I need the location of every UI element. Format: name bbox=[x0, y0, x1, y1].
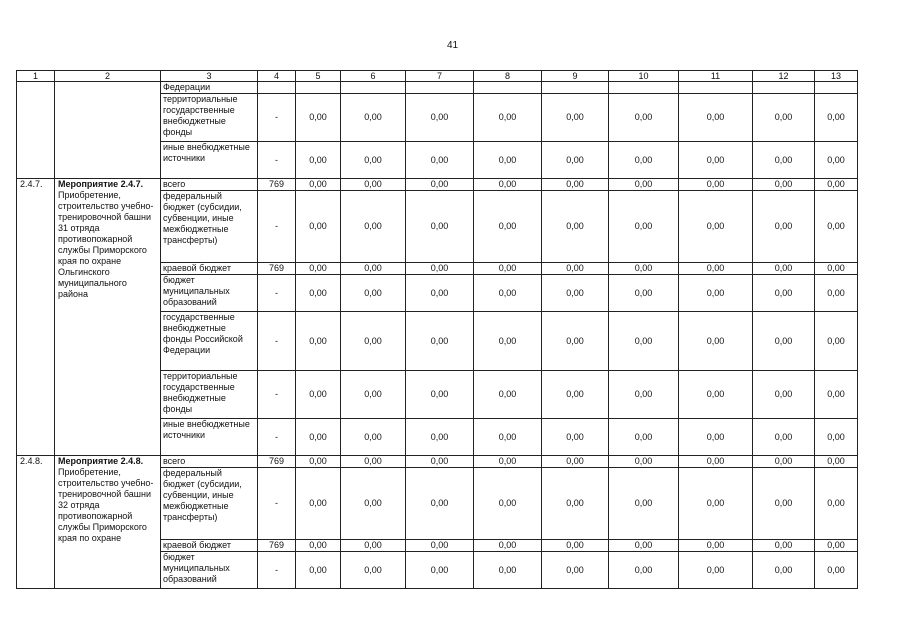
value-cell: 0,00 bbox=[753, 312, 815, 371]
value-cell: 0,00 bbox=[815, 142, 858, 179]
value-cell: 0,00 bbox=[406, 263, 474, 275]
value-cell: 0,00 bbox=[341, 263, 406, 275]
value-cell: 0,00 bbox=[815, 468, 858, 540]
col-header: 8 bbox=[474, 71, 542, 82]
col-header: 5 bbox=[296, 71, 341, 82]
value-cell: 0,00 bbox=[815, 419, 858, 456]
value-cell: 0,00 bbox=[474, 142, 542, 179]
value-cell: 0,00 bbox=[296, 371, 341, 419]
code-cell: - bbox=[258, 275, 296, 312]
value-cell: 0,00 bbox=[296, 540, 341, 552]
value-cell: 0,00 bbox=[341, 142, 406, 179]
code-cell: 769 bbox=[258, 263, 296, 275]
value-cell: 0,00 bbox=[679, 468, 753, 540]
col-header: 7 bbox=[406, 71, 474, 82]
value-cell: 0,00 bbox=[341, 191, 406, 263]
code-cell: - bbox=[258, 142, 296, 179]
value-cell: 0,00 bbox=[815, 94, 858, 142]
value-cell: 0,00 bbox=[296, 142, 341, 179]
value-cell: 0,00 bbox=[609, 191, 679, 263]
value-cell: 0,00 bbox=[474, 263, 542, 275]
value-cell: 0,00 bbox=[815, 191, 858, 263]
value-cell: 0,00 bbox=[296, 552, 341, 589]
value-cell: 0,00 bbox=[406, 179, 474, 191]
funding-source-cell: территориальные государственные внебюджетные фонды bbox=[161, 94, 258, 142]
col-header: 2 bbox=[55, 71, 161, 82]
activity-title: Мероприятие 2.4.8. bbox=[58, 456, 144, 466]
activity-cell bbox=[55, 456, 161, 589]
value-cell: 0,00 bbox=[341, 419, 406, 456]
value-cell: 0,00 bbox=[341, 275, 406, 312]
value-cell: 0,00 bbox=[406, 191, 474, 263]
funding-source-cell: иные внебюджетные источники bbox=[161, 142, 258, 179]
col-header: 9 bbox=[542, 71, 609, 82]
value-cell: 0,00 bbox=[474, 94, 542, 142]
value-cell: 0,00 bbox=[542, 312, 609, 371]
value-cell: 0,00 bbox=[542, 552, 609, 589]
col-header: 12 bbox=[753, 71, 815, 82]
value-cell: 0,00 bbox=[406, 552, 474, 589]
value-cell: 0,00 bbox=[815, 456, 858, 468]
value-cell: 0,00 bbox=[609, 142, 679, 179]
value-cell: 0,00 bbox=[542, 191, 609, 263]
item-number-cell: 2.4.7. bbox=[17, 179, 55, 456]
value-cell: 0,00 bbox=[296, 468, 341, 540]
value-cell: 0,00 bbox=[679, 179, 753, 191]
table-row bbox=[17, 456, 858, 468]
funding-source-cell: федеральный бюджет (субсидии, субвенции, иные межбюджетные трансферты) bbox=[161, 191, 258, 263]
value-cell: 0,00 bbox=[815, 263, 858, 275]
value-cell: 0,00 bbox=[406, 94, 474, 142]
value-cell: 0,00 bbox=[474, 191, 542, 263]
budget-table bbox=[16, 70, 858, 589]
value-cell: 0,00 bbox=[815, 371, 858, 419]
code-cell: - bbox=[258, 468, 296, 540]
value-cell: 0,00 bbox=[296, 419, 341, 456]
value-cell: 0,00 bbox=[609, 94, 679, 142]
value-cell bbox=[609, 82, 679, 94]
value-cell: 0,00 bbox=[609, 371, 679, 419]
value-cell: 0,00 bbox=[406, 456, 474, 468]
value-cell bbox=[341, 82, 406, 94]
activity-description: Приобретение, строительство учебно-тренировочной башни 31 отряда противопожарной службы Приморского края по охране Ольгинского муниципального района bbox=[58, 190, 154, 299]
value-cell: 0,00 bbox=[609, 179, 679, 191]
value-cell: 0,00 bbox=[609, 419, 679, 456]
value-cell: 0,00 bbox=[341, 312, 406, 371]
funding-source-cell: всего bbox=[161, 456, 258, 468]
value-cell: 0,00 bbox=[542, 371, 609, 419]
value-cell: 0,00 bbox=[815, 540, 858, 552]
value-cell: 0,00 bbox=[341, 94, 406, 142]
value-cell: 0,00 bbox=[679, 540, 753, 552]
value-cell: 0,00 bbox=[406, 312, 474, 371]
value-cell: 0,00 bbox=[609, 468, 679, 540]
value-cell: 0,00 bbox=[609, 275, 679, 312]
page-number: 41 bbox=[446, 40, 459, 51]
funding-source-cell: краевой бюджет bbox=[161, 263, 258, 275]
value-cell: 0,00 bbox=[679, 142, 753, 179]
value-cell: 0,00 bbox=[815, 275, 858, 312]
activity-cell bbox=[55, 82, 161, 179]
value-cell bbox=[542, 82, 609, 94]
value-cell: 0,00 bbox=[679, 275, 753, 312]
funding-source-cell: краевой бюджет bbox=[161, 540, 258, 552]
value-cell: 0,00 bbox=[296, 275, 341, 312]
value-cell: 0,00 bbox=[341, 179, 406, 191]
table-row bbox=[17, 179, 858, 191]
value-cell: 0,00 bbox=[753, 371, 815, 419]
value-cell: 0,00 bbox=[609, 456, 679, 468]
funding-source-cell: федеральный бюджет (субсидии, субвенции, иные межбюджетные трансферты) bbox=[161, 468, 258, 540]
value-cell: 0,00 bbox=[753, 263, 815, 275]
value-cell bbox=[679, 82, 753, 94]
code-cell bbox=[258, 82, 296, 94]
value-cell bbox=[474, 82, 542, 94]
value-cell: 0,00 bbox=[679, 552, 753, 589]
value-cell: 0,00 bbox=[542, 263, 609, 275]
code-cell: - bbox=[258, 552, 296, 589]
col-header: 4 bbox=[258, 71, 296, 82]
value-cell: 0,00 bbox=[341, 540, 406, 552]
value-cell: 0,00 bbox=[753, 275, 815, 312]
col-header: 13 bbox=[815, 71, 858, 82]
value-cell: 0,00 bbox=[296, 456, 341, 468]
value-cell: 0,00 bbox=[474, 552, 542, 589]
value-cell: 0,00 bbox=[296, 94, 341, 142]
value-cell: 0,00 bbox=[474, 540, 542, 552]
code-cell: 769 bbox=[258, 179, 296, 191]
value-cell: 0,00 bbox=[679, 312, 753, 371]
col-header: 11 bbox=[679, 71, 753, 82]
value-cell: 0,00 bbox=[296, 179, 341, 191]
value-cell: 0,00 bbox=[679, 456, 753, 468]
code-cell: - bbox=[258, 371, 296, 419]
col-header: 3 bbox=[161, 71, 258, 82]
value-cell: 0,00 bbox=[609, 263, 679, 275]
value-cell: 0,00 bbox=[542, 468, 609, 540]
value-cell: 0,00 bbox=[542, 456, 609, 468]
item-number-cell: 2.4.8. bbox=[17, 456, 55, 589]
value-cell: 0,00 bbox=[406, 275, 474, 312]
funding-source-cell: территориальные государственные внебюджетные фонды bbox=[161, 371, 258, 419]
value-cell: 0,00 bbox=[542, 142, 609, 179]
value-cell: 0,00 bbox=[474, 179, 542, 191]
funding-source-cell: всего bbox=[161, 179, 258, 191]
value-cell: 0,00 bbox=[679, 419, 753, 456]
value-cell: 0,00 bbox=[406, 371, 474, 419]
value-cell bbox=[406, 82, 474, 94]
value-cell: 0,00 bbox=[679, 94, 753, 142]
value-cell: 0,00 bbox=[341, 468, 406, 540]
funding-source-cell: государственные внебюджетные фонды Российской Федерации bbox=[161, 312, 258, 371]
column-number-row bbox=[17, 71, 858, 82]
activity-description: Приобретение, строительство учебно-тренировочной башни 32 отряда противопожарной службы Приморского края по охране bbox=[58, 467, 154, 543]
value-cell: 0,00 bbox=[679, 263, 753, 275]
value-cell: 0,00 bbox=[753, 142, 815, 179]
funding-source-cell: бюджет муниципальных образований bbox=[161, 552, 258, 589]
value-cell: 0,00 bbox=[341, 552, 406, 589]
code-cell: 769 bbox=[258, 540, 296, 552]
value-cell: 0,00 bbox=[815, 312, 858, 371]
value-cell: 0,00 bbox=[406, 419, 474, 456]
value-cell: 0,00 bbox=[406, 540, 474, 552]
value-cell: 0,00 bbox=[679, 371, 753, 419]
value-cell: 0,00 bbox=[609, 540, 679, 552]
value-cell: 0,00 bbox=[474, 468, 542, 540]
value-cell: 0,00 bbox=[753, 191, 815, 263]
value-cell: 0,00 bbox=[474, 275, 542, 312]
value-cell: 0,00 bbox=[815, 179, 858, 191]
col-header: 6 bbox=[341, 71, 406, 82]
value-cell bbox=[753, 82, 815, 94]
value-cell: 0,00 bbox=[753, 419, 815, 456]
value-cell: 0,00 bbox=[296, 263, 341, 275]
activity-cell bbox=[55, 179, 161, 456]
code-cell: - bbox=[258, 191, 296, 263]
code-cell: - bbox=[258, 94, 296, 142]
value-cell bbox=[296, 82, 341, 94]
value-cell: 0,00 bbox=[542, 540, 609, 552]
value-cell: 0,00 bbox=[474, 419, 542, 456]
value-cell: 0,00 bbox=[753, 540, 815, 552]
value-cell: 0,00 bbox=[753, 468, 815, 540]
value-cell bbox=[815, 82, 858, 94]
value-cell: 0,00 bbox=[296, 191, 341, 263]
value-cell: 0,00 bbox=[406, 142, 474, 179]
value-cell: 0,00 bbox=[609, 552, 679, 589]
code-cell: - bbox=[258, 419, 296, 456]
value-cell: 0,00 bbox=[609, 312, 679, 371]
value-cell: 0,00 bbox=[474, 456, 542, 468]
activity-title: Мероприятие 2.4.7. bbox=[58, 179, 144, 189]
value-cell: 0,00 bbox=[542, 94, 609, 142]
value-cell: 0,00 bbox=[753, 94, 815, 142]
value-cell: 0,00 bbox=[341, 371, 406, 419]
value-cell: 0,00 bbox=[753, 179, 815, 191]
value-cell: 0,00 bbox=[753, 456, 815, 468]
col-header: 10 bbox=[609, 71, 679, 82]
value-cell: 0,00 bbox=[815, 552, 858, 589]
funding-source-cell: Федерации bbox=[161, 82, 258, 94]
value-cell: 0,00 bbox=[406, 468, 474, 540]
value-cell: 0,00 bbox=[542, 275, 609, 312]
code-cell: - bbox=[258, 312, 296, 371]
value-cell: 0,00 bbox=[542, 419, 609, 456]
funding-source-cell: иные внебюджетные источники bbox=[161, 419, 258, 456]
value-cell: 0,00 bbox=[474, 312, 542, 371]
value-cell: 0,00 bbox=[753, 552, 815, 589]
value-cell: 0,00 bbox=[341, 456, 406, 468]
item-number-cell bbox=[17, 82, 55, 179]
funding-source-cell: бюджет муниципальных образований bbox=[161, 275, 258, 312]
value-cell: 0,00 bbox=[296, 312, 341, 371]
table-row bbox=[17, 82, 858, 94]
col-header: 1 bbox=[17, 71, 55, 82]
code-cell: 769 bbox=[258, 456, 296, 468]
value-cell: 0,00 bbox=[679, 191, 753, 263]
value-cell: 0,00 bbox=[474, 371, 542, 419]
value-cell: 0,00 bbox=[542, 179, 609, 191]
